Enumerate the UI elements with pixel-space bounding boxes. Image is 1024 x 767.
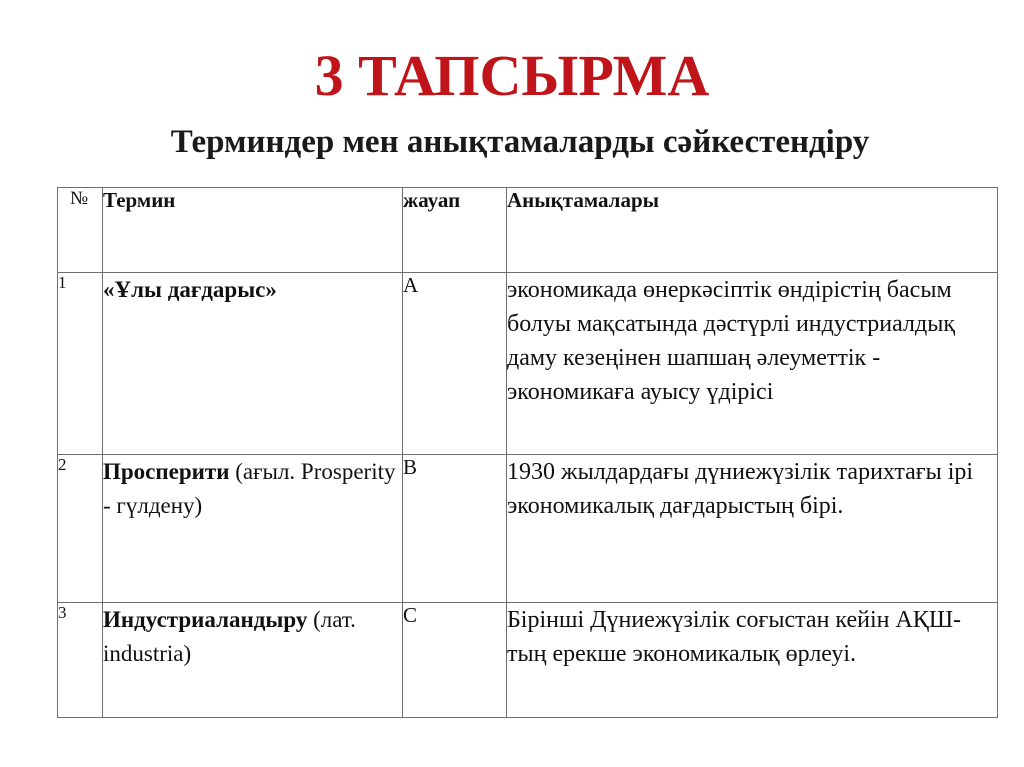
row-definition: 1930 жылдардағы дүниежүзілік тарихтағы ірі экономикалық дағдарыстың бірі. bbox=[507, 455, 998, 603]
table-row bbox=[58, 603, 998, 718]
table-row bbox=[58, 455, 998, 603]
row-definition: Бірінші Дүниежүзілік соғыстан кейін АҚШ-тың ерекше экономикалық өрлеуі. bbox=[507, 603, 998, 718]
row-term: Индустриаландыру bbox=[103, 607, 308, 632]
row-num: 2 bbox=[58, 455, 103, 603]
row-term-note: (ағыл. Prosperity - гүлдену) bbox=[103, 459, 396, 518]
terms-table bbox=[57, 187, 998, 718]
row-definition: экономикада өнеркәсіптік өндірістің басым болуы мақсатында дәстүрлі индустриалдық даму кезеңінен шапшаң әлеуметтік - экономикаға ауысу үдірісі bbox=[507, 273, 998, 455]
slide-subtitle: Терминдер мен анықтамаларды сәйкестендіру bbox=[170, 124, 870, 160]
table-header-row bbox=[58, 188, 998, 273]
row-answer: А bbox=[403, 273, 507, 455]
row-term: «Ұлы дағдарыс» bbox=[103, 277, 277, 302]
row-term-cell bbox=[103, 273, 403, 455]
row-term-cell bbox=[103, 455, 403, 603]
row-term: Просперити bbox=[103, 459, 230, 484]
header-answer: жауап bbox=[403, 188, 507, 273]
header-definition: Анықтамалары bbox=[507, 188, 998, 273]
row-num: 3 bbox=[58, 603, 103, 718]
row-term-cell bbox=[103, 603, 403, 718]
table-row bbox=[58, 273, 998, 455]
row-answer: В bbox=[403, 455, 507, 603]
header-term: Термин bbox=[103, 188, 403, 273]
row-answer: С bbox=[403, 603, 507, 718]
row-num: 1 bbox=[58, 273, 103, 455]
row-term-note: (лат. industria) bbox=[103, 607, 356, 666]
slide-title: 3 ТАПСЫРМА bbox=[314, 43, 710, 108]
header-num: № bbox=[58, 188, 103, 273]
